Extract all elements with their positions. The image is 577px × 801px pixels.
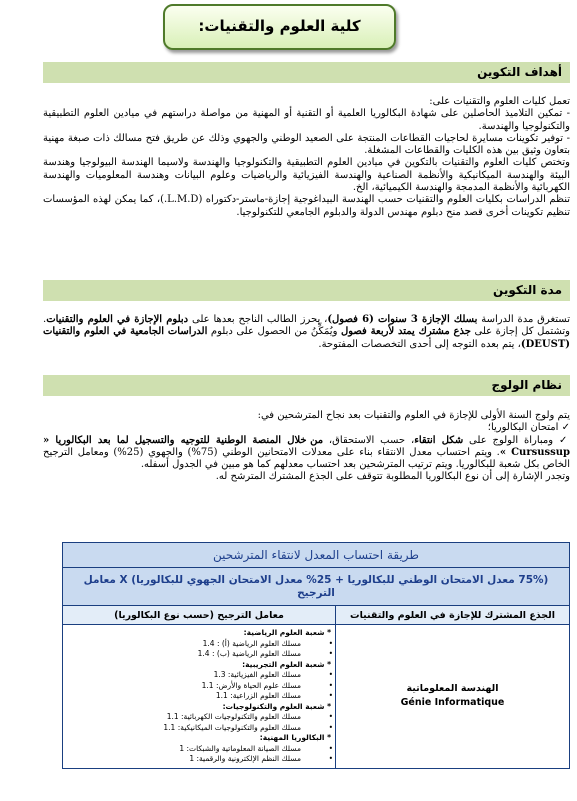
table-title: طريقة احتساب المعدل لانتقاء المترشحين (63, 543, 570, 568)
access-item2-e: . ويتم احتساب معدل الانتقاء بناء على معدلات الامتحانين الوطني (75%) والجهوي (25%) ومعامل الترجيح الخاص بكل شعبة للبكالوريا. ويتم ترتيب المترشحين بعد احتساب معدلهم كما هو مبين في الجدول أسفله. (43, 446, 570, 471)
criteria-cat: * شعبة العلوم والتكنولوجيات: (222, 701, 331, 711)
duration-s5: ، يتم بعده التوجه إلى أحدى التخصصات المفتوحة. (318, 338, 521, 350)
duration-b3: جذع مشترك يمتد لأربعة فصول (340, 326, 471, 338)
access-note: وتجدر الإشارة إلى أن نوع البكالوريا المطلوبة تتوقف على الجذع المشترك المترشح له. (215, 471, 570, 483)
specialty-name-fr: Génie Informatique (400, 697, 505, 709)
criteria-item: • مسلك الصيانة المعلوماتية والشبكات: 1 (67, 744, 331, 755)
section-goals-heading: أهداف التكوين (43, 62, 570, 83)
access-item-2 (43, 435, 570, 472)
criteria-item: • مسلك علوم الحياة والأرض: 1.1 (67, 681, 331, 692)
table-formula: (75% معدل الامتحان الوطني للبكالوريا + 25% معدل الامتحان الجهوي للبكالوريا) X معامل الترجيح (63, 568, 570, 606)
duration-b2: دبلوم الإجازة في العلوم والتقنيات (46, 314, 189, 325)
criteria-item: • مسلك العلوم الرياضية (ب) : 1.4 (67, 649, 331, 660)
access-item2-d: من خلال المنصة الوطنية للتوجيه والتسجيل لما بعد البكالوريا « Cursussup » (43, 434, 571, 458)
access-item2-c: ، حسب الاستحقاق، (323, 434, 415, 446)
goals-line-2: - توفير تكوينات مسايرة لحاجيات القطاعات المنتجة على الصعيد الوطني والجهوي وذلك عن طريق فتح مسالك ذات صبغة مهنية بتعاون وثيق بين هذه الكليات والقطاعات المشغلة. (43, 132, 570, 157)
goals-line-4: تنظم الدراسات بكليات العلوم والتقنيات حسب الهندسة البيداغوجية إجازة-ماستر-دكتوراه (L.M.D.)، كما يمكن لهذه المؤسسات تنظيم تكوينات أخرى قصد منح دبلوم مهندس الدولة والدبلوم الجامعي للتكنولوجيا. (43, 194, 570, 218)
access-item-1: ✓ امتحان البكالوريا؛ (487, 422, 570, 434)
access-item2-b: شكل انتقاء (414, 434, 464, 446)
specialty-name-ar: الهندسة المعلوماتية (406, 683, 499, 695)
access-intro: يتم ولوج السنة الأولى للإجازة في العلوم والتقنيات بعد نجاح المترشحين في: (257, 410, 570, 421)
duration-s1: تستغرق مدة الدراسة (477, 314, 570, 325)
criteria-item: • مسلك النظم الإلكترونية والرقمية: 1 (67, 754, 331, 765)
access-text (43, 410, 570, 484)
duration-b1: بسلك الإجازة 3 سنوات (6 فصول) (327, 314, 478, 325)
table-col-criteria: معامل الترجيح (حسب نوع البكالوريا) (63, 606, 336, 625)
specialty-cell (336, 625, 570, 769)
goals-line-1: - تمكين التلاميذ الحاصلين على شهادة البكالوريا العلمية أو التقنية أو المهنية من مواصلة دراستهم في ميادين العلوم التطبيقية والتكنولوجيا والهندسة. (43, 108, 570, 132)
criteria-cat: * شعبة العلوم الرياضية: (243, 628, 331, 637)
criteria-item: • مسلك العلوم الرياضية (أ) : 1.4 (67, 639, 331, 650)
criteria-cat: * شعبة العلوم التجريبية: (242, 659, 331, 669)
criteria-item: • مسلك العلوم والتكنولوجيات الكهربائية: 1.1 (67, 712, 331, 723)
criteria-item: • مسلك العلوم الزراعية: 1.1 (67, 691, 331, 702)
section-access-heading: نظام الولوج (43, 375, 570, 396)
duration-b4: الدراسات الجامعية في العلوم والتقنيات (DEUST) (43, 326, 570, 350)
criteria-cell (63, 625, 336, 769)
table-col-specialty: الجذع المشترك للإجازة في العلوم والتقنيات (336, 606, 570, 625)
section-duration-heading: مدة التكوين (43, 280, 570, 301)
goals-text (43, 96, 570, 219)
duration-s2: ، يحرز الطالب الناجح بعدها على (188, 314, 328, 325)
duration-text (43, 314, 570, 351)
criteria-cat: * البكالوريا المهنية: (259, 733, 331, 742)
criteria-item: • مسلك العلوم والتكنولوجيات الميكانيكية: 1.1 (67, 723, 331, 734)
access-item2-a: ✓ ومباراة الولوج على (463, 434, 570, 446)
criteria-item: • مسلك العلوم الفيزيائية: 1.3 (67, 670, 331, 681)
duration-s3: . وتشتمل كل إجازة على (43, 314, 570, 338)
goals-intro: تعمل كليات العلوم والتقنيات على: (429, 96, 570, 107)
goals-line-3: وتختص كليات العلوم والتقنيات بالتكوين في ميادين العلوم التطبيقية والتكنولوجيا والهندسة ولاسيما الهندسة البيولوجيا وهندسة البيئة والهندسة الميكانيكية والأنظمة الصناعية والهندسة الفيزيائية والرياضيات وعلوم البيانات وهندسة المعلوميات والهندسة الكهربائية والأنظمة المدمجة والهندسة الكيميائية، الخ. (43, 157, 570, 194)
duration-paragraph (43, 314, 570, 351)
duration-s4: ويُمَكِّنُ من الحصول على دبلوم (207, 326, 341, 338)
faculty-title: كلية العلوم والتقنيات: (163, 4, 396, 50)
selection-table (62, 542, 570, 769)
